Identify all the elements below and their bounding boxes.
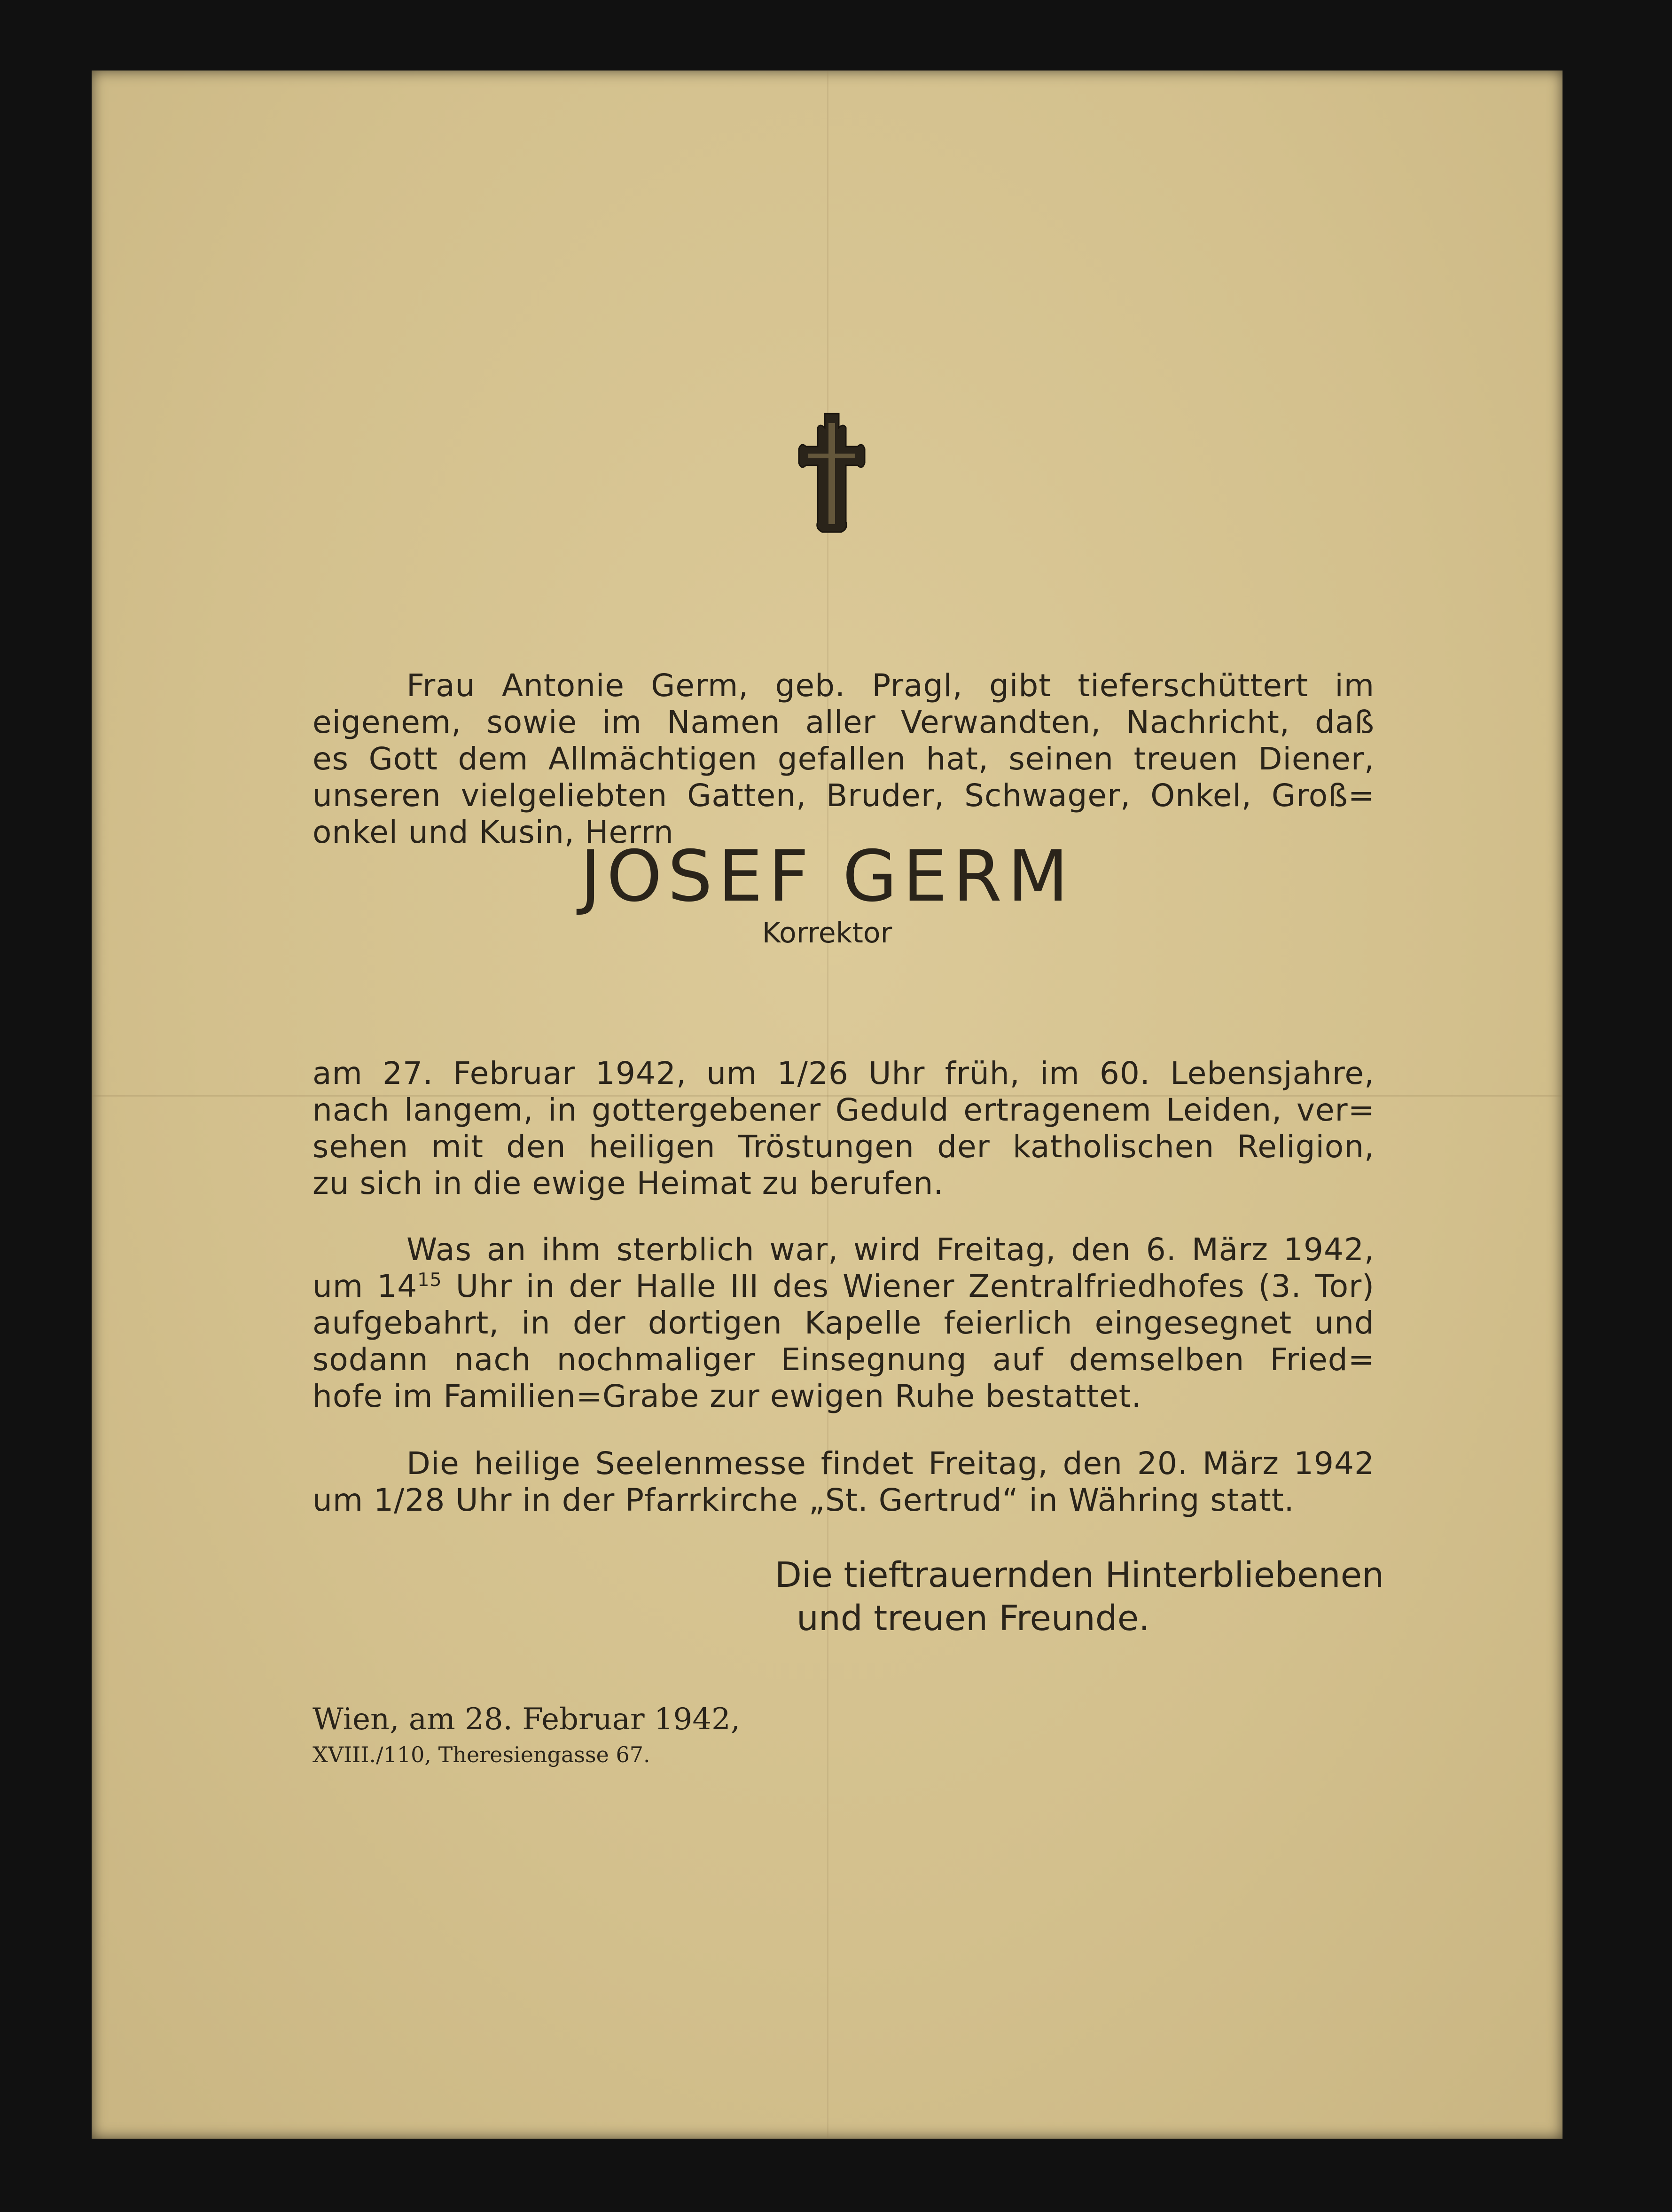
- signoff-line: Die tieftrauernden Hinterbliebenen: [774, 1555, 1384, 1595]
- funeral-paragraph: [313, 1232, 1375, 1415]
- text-segment: 6 Uhr früh, im 60. Lebensjahre,: [828, 1055, 1375, 1091]
- text-line: aufgebahrt, in der dortigen Kapelle feierlich eingesegnet und: [313, 1305, 1375, 1341]
- text-segment: um: [313, 1482, 374, 1518]
- obituary-card: [92, 71, 1563, 2139]
- text-line: [313, 1268, 1375, 1305]
- text-line: eigenem, sowie im Namen aller Verwandten, Nachricht, daß: [313, 704, 1375, 740]
- deceased-occupation: Korrektor: [762, 917, 892, 949]
- text-line: [313, 1055, 1375, 1092]
- text-line: sodann nach nochmaliger Einsegnung auf demselben Fried=: [313, 1341, 1375, 1378]
- fraction: 1/2: [777, 1055, 828, 1091]
- text-segment: Uhr in der Halle III des Wiener Zentralfriedhofes (3. Tor): [442, 1268, 1375, 1304]
- mass-paragraph: [313, 1445, 1375, 1519]
- signoff: [656, 1553, 1384, 1640]
- death-paragraph: [313, 1055, 1375, 1202]
- text-line: onkel und Kusin, Herrn: [313, 814, 674, 850]
- announcement-paragraph: [313, 667, 1375, 851]
- signoff-line: und treuen Freunde.: [797, 1598, 1150, 1639]
- text-line: es Gott dem Allmächtigen gefallen hat, seinen treuen Diener,: [313, 741, 1375, 777]
- text-segment: 8 Uhr in der Pfarrkirche „St. Gertrud“ in Währing statt.: [425, 1482, 1295, 1518]
- text-segment: am 27. Februar 1942, um: [313, 1055, 777, 1091]
- time-superscript: 15: [417, 1269, 442, 1291]
- text-line: sehen mit den heiligen Tröstungen der katholischen Religion,: [313, 1129, 1375, 1165]
- text-line: [313, 1482, 1375, 1519]
- address: XVIII./110, Theresiengasse 67.: [313, 1742, 650, 1767]
- deceased-name: JOSEF GERM: [580, 836, 1074, 918]
- text-line: Was an ihm sterblich war, wird Freitag, den 6. März 1942,: [406, 1232, 1375, 1268]
- text-line: Frau Antonie Germ, geb. Pragl, gibt tieferschüttert im: [406, 667, 1375, 704]
- text-line: hofe im Familien=Grabe zur ewigen Ruhe bestattet.: [313, 1378, 1142, 1414]
- text-line: zu sich in die ewige Heimat zu berufen.: [313, 1165, 944, 1201]
- text-line: Die heilige Seelenmesse findet Freitag, den 20. März 1942: [406, 1445, 1375, 1482]
- text-segment: um 14: [313, 1268, 418, 1304]
- cross-icon: [797, 409, 867, 536]
- fraction: 1/2: [374, 1482, 425, 1518]
- place-date: Wien, am 28. Februar 1942,: [313, 1702, 741, 1737]
- text-line: nach langem, in gottergebener Geduld ertragenem Leiden, ver=: [313, 1092, 1375, 1128]
- text-line: unseren vielgeliebten Gatten, Bruder, Schwager, Onkel, Groß=: [313, 777, 1375, 814]
